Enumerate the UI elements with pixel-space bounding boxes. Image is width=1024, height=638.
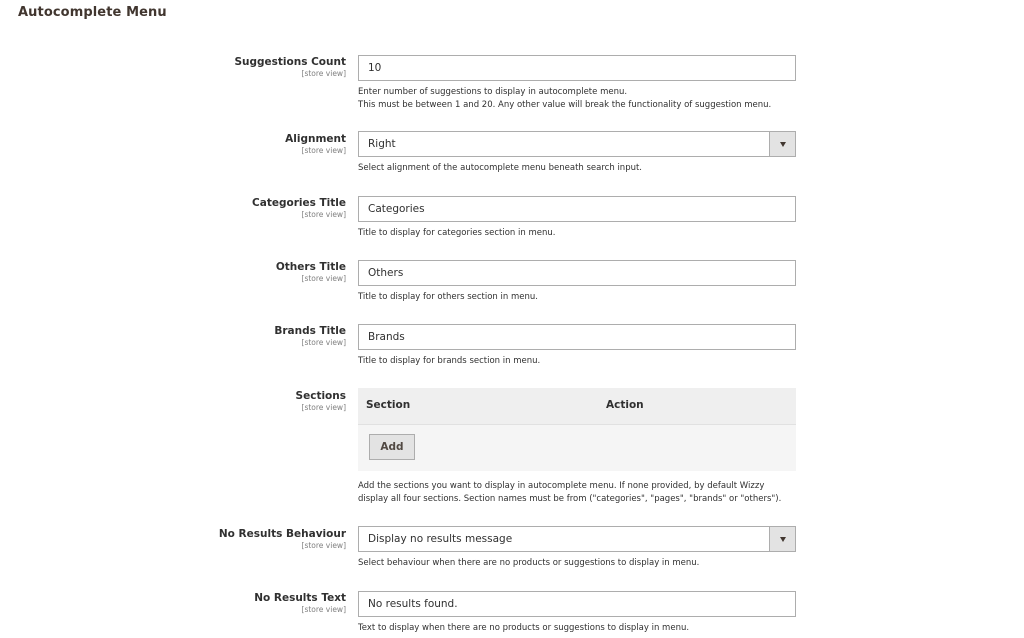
column-header-action: Action — [606, 399, 644, 411]
sections-table — [358, 388, 796, 471]
others-title-label-block — [46, 261, 346, 283]
sections-note-line2: display all four sections. Section names must be from ("categories", "pages", "brands" or "others"). — [358, 493, 782, 504]
sections-label-block — [46, 390, 346, 412]
others-title-input[interactable] — [358, 260, 796, 286]
others-title-label: Others Title — [275, 261, 346, 273]
brands-title-label-block — [46, 325, 346, 347]
alignment-select[interactable] — [358, 131, 796, 157]
no-results-behaviour-label-block — [46, 528, 346, 550]
scope-label: [store view] — [301, 146, 346, 155]
suggestions-count-label: Suggestions Count — [234, 56, 346, 68]
sections-note — [358, 480, 798, 505]
column-header-section: Section — [366, 399, 411, 411]
alignment-dropdown-button[interactable] — [769, 131, 796, 157]
sections-table-body — [358, 425, 796, 471]
categories-title-label: Categories Title — [252, 197, 346, 209]
no-results-behaviour-dropdown-button[interactable] — [769, 526, 796, 552]
scope-label: [store view] — [301, 69, 346, 78]
alignment-label: Alignment — [285, 133, 346, 145]
suggestions-count-note-line1: Enter number of suggestions to display in autocomplete menu. — [358, 87, 628, 97]
brands-title-label: Brands Title — [274, 325, 346, 337]
sections-label: Sections — [295, 390, 346, 402]
scope-label: [store view] — [301, 541, 346, 550]
scope-label: [store view] — [301, 210, 346, 219]
sections-table-header — [358, 388, 796, 425]
suggestions-count-note-line2: This must be between 1 and 20. Any other value will break the functionality of suggestion menu. — [358, 99, 772, 110]
brands-title-input[interactable] — [358, 324, 796, 350]
alignment-select-value[interactable]: Right — [358, 131, 796, 157]
no-results-text-label-block — [46, 592, 346, 614]
chevron-down-icon — [780, 142, 786, 147]
no-results-text-input[interactable] — [358, 591, 796, 617]
alignment-label-block — [46, 133, 346, 155]
section-title[interactable]: Autocomplete Menu — [18, 5, 167, 20]
no-results-behaviour-label: No Results Behaviour — [218, 528, 346, 540]
brands-title-note: Title to display for brands section in menu. — [358, 356, 541, 366]
alignment-note: Select alignment of the autocomplete menu beneath search input. — [358, 163, 643, 173]
scope-label: [store view] — [301, 338, 346, 347]
add-section-button[interactable]: Add — [369, 434, 415, 460]
categories-title-input[interactable] — [358, 196, 796, 222]
no-results-text-label: No Results Text — [254, 592, 346, 604]
no-results-behaviour-select-value[interactable]: Display no results message — [358, 526, 796, 552]
scope-label: [store view] — [301, 605, 346, 614]
categories-title-label-block — [46, 197, 346, 219]
suggestions-count-label-block — [46, 56, 346, 78]
categories-title-note: Title to display for categories section in menu. — [358, 228, 556, 238]
others-title-note: Title to display for others section in menu. — [358, 292, 538, 302]
scope-label: [store view] — [301, 274, 346, 283]
chevron-down-icon — [780, 537, 786, 542]
suggestions-count-note — [358, 86, 798, 111]
scope-label: [store view] — [301, 403, 346, 412]
no-results-behaviour-select[interactable] — [358, 526, 796, 552]
sections-note-line1: Add the sections you want to display in autocomplete menu. If none provided, by default Wizzy — [358, 481, 765, 491]
suggestions-count-input[interactable] — [358, 55, 796, 81]
no-results-behaviour-note: Select behaviour when there are no products or suggestions to display in menu. — [358, 558, 700, 568]
no-results-text-note: Text to display when there are no products or suggestions to display in menu. — [358, 623, 690, 633]
